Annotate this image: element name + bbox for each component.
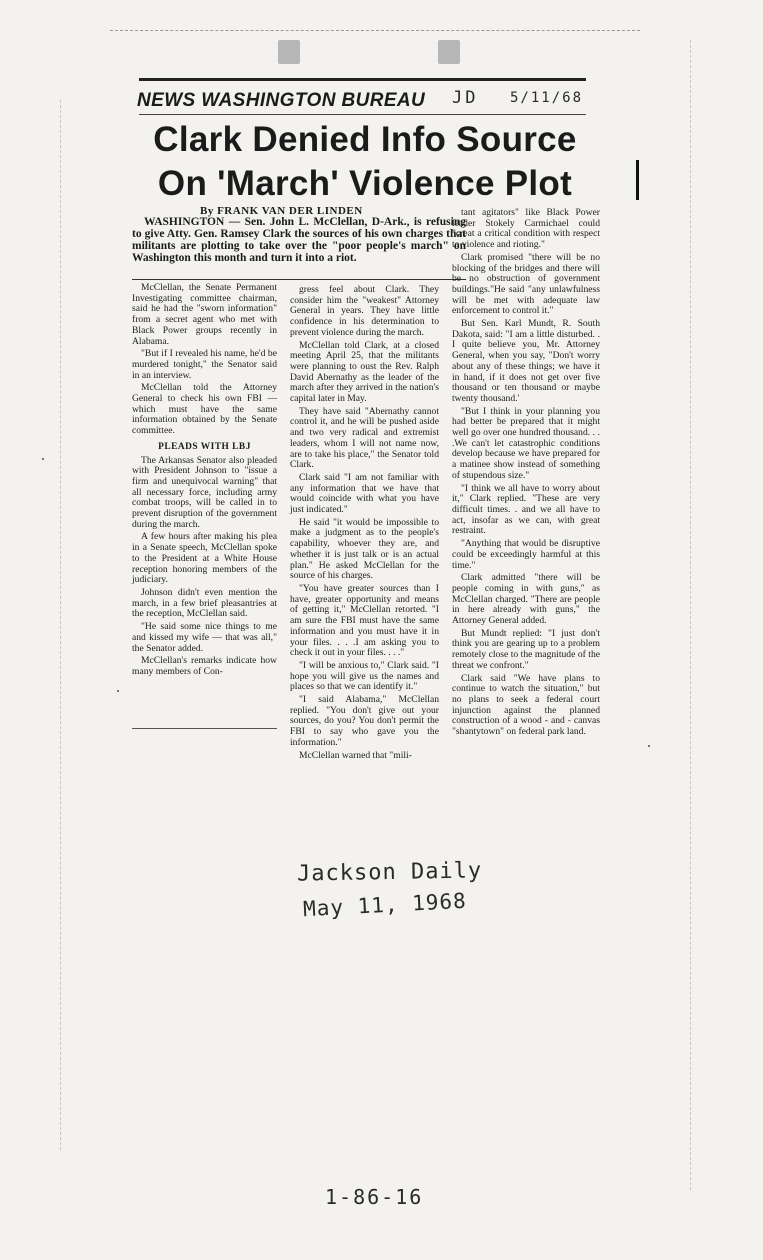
lede-divider — [132, 279, 466, 280]
paragraph: McClellan's remarks indicate how many members of Con- — [132, 655, 277, 677]
lede-paragraph — [132, 217, 466, 265]
column-end-rule — [132, 728, 277, 729]
paragraph: "I will be anxious to," Clark said. "I hope you will give us the names and places so that we can identify it." — [290, 659, 439, 693]
paragraph: Johnson didn't even mention the march, in a few brief pleasantries at the reception, McClellan said. — [132, 586, 277, 620]
scan-speck — [42, 458, 44, 460]
paragraph: Clark promised "there will be no blocking of the bridges and there will be no obstruction of government buildings."He said "any unlawfulness will be met with adequate law enforcement to control it." — [452, 251, 600, 317]
punch-hole-mark — [438, 40, 460, 64]
handwritten-file-number: 1-86-16 — [325, 1185, 424, 1209]
article-column-2 — [290, 285, 439, 763]
paragraph: "But I think in your planning you had better be prepared that it might well go over one hundred thousand. . . .We can't let catastrophic conditions develop because we have prepared for a matinee show instead of something of stupendous size." — [452, 405, 600, 481]
scan-speck — [648, 745, 650, 747]
paragraph: "I said Alabama," McClellan replied. "You don't give out your sources, do you? You don't permit the FBI to say who gave you the information." — [290, 694, 439, 748]
paragraph: Clark said "We have plans to continue to watch the situation," but no plans to seek a federal court injunction against the planned construction of a wood - and - canvas "shantytown" on federal park land. — [452, 672, 600, 738]
paragraph: "You have greater sources than I have, greater opportunity and means of getting it," McClellan retorted. "I am sure the FBI must have the same information and you must have it in your files. . . .I am asking you to check it out in your files. . . ." — [290, 582, 439, 659]
scan-noise-line — [60, 100, 61, 1150]
paragraph: A few hours after making his plea in a Senate speech, McClellan spoke to the President at a White House reception honoring members of the judiciary. — [132, 531, 277, 586]
paragraph: The Arkansas Senator also pleaded with President Johnson to "issue a firm and unequivocal warning" that all necessary force, including army combat troops, will be called in to prevent disruption of the government during the march. — [132, 454, 277, 530]
paragraph: tant agitators" like Black Power leader Stokely Carmichael could "creat a critical condition with respect to violence and rioting." — [452, 207, 600, 251]
handwritten-source-date: May 11, 1968 — [302, 888, 468, 922]
headline-line-1: Clark Denied Info Source — [153, 120, 577, 159]
article-column-3 — [452, 208, 600, 740]
paragraph: "I think we all have to worry about it," Clark replied. "These are very difficult times. . and we all have to act, insofar as we can, with great restraint. — [452, 482, 600, 537]
punch-hole-mark — [278, 40, 300, 64]
paragraph: They have said "Abernathy cannot control it, and he will be pushed aside and two very radical and extremist leaders, whom I will not name now, are to take his place," the Senator told Clark. — [290, 405, 439, 471]
article-column-1 — [132, 283, 277, 680]
paragraph: Clark admitted "there will be people coming in with guns," as McClellan charged. "There are people in here already with guns," the Attorney General added. — [452, 572, 600, 627]
top-border-line — [110, 30, 640, 31]
paragraph: "He said some nice things to me and kissed my wife — that was all," the Senator added. — [132, 621, 277, 654]
handwritten-initials: JD — [452, 88, 479, 108]
lede-text: WASHINGTON — Sen. John L. McClellan, D-Ark., is refusing to give Atty. Gen. Ramsey Clark the sources of his own charges that militants are plotting to take over the "poor people's march" on Washington this month and turn it into a riot. — [132, 216, 466, 264]
paragraph: He said "it would be impossible to make a judgment as to the people's capability, whoever they are, and whether it is just talk or is an actual plan." He asked McClellan for the source of his charges. — [290, 516, 439, 582]
masthead-underline — [139, 114, 586, 115]
paragraph: "But if I revealed his name, he'd be murdered tonight," the Senator said in an interview. — [132, 348, 277, 381]
subheading: PLEADS WITH LBJ — [158, 441, 251, 452]
headline-line-2: On 'March' Violence Plot — [157, 164, 573, 203]
paragraph: McClellan warned that "mili- — [299, 749, 412, 761]
paragraph: McClellan, the Senate Permanent Investigating committee chairman, said he had the "sworn information" from a secret agent who met with Black Power groups recently in Alabama. — [132, 282, 277, 347]
handwritten-source-name: Jackson Daily — [296, 858, 483, 887]
margin-mark — [636, 160, 639, 200]
paragraph: "Anything that would be disruptive could be exceedingly harmful at this time." — [452, 538, 600, 571]
byline: By FRANK VAN DER LINDEN — [200, 205, 363, 217]
paragraph: But Mundt replied: "I just don't think you are gearing up to a problem remotely close to the magnitude of the threat we confront." — [452, 627, 600, 671]
paragraph: McClellan told Clark, at a closed meeting April 25, that the militants were planning to oust the Rev. Ralph David Abernathy as the leader of the march after they arrived in the nation's capital later in May. — [290, 339, 439, 405]
bureau-label: NEWS WASHINGTON BUREAU — [137, 90, 426, 111]
paragraph: gress feel about Clark. They consider him the "weakest" Attorney General in years. They have little confidence in his determination to prevent violence during the march. — [290, 284, 439, 338]
scan-speck — [117, 690, 119, 692]
headline — [130, 118, 600, 206]
paragraph: Clark said "I am not familiar with any information that we have that would coincide with what you have just indicated." — [290, 471, 439, 516]
scan-noise-line — [690, 40, 691, 1190]
paragraph: McClellan told the Attorney General to check his own FBI — which must have the same information obtained by the Senate committee. — [132, 382, 277, 437]
paragraph: But Sen. Karl Mundt, R. South Dakota, said: "I am a little disturbed. . I quite believe you, Mr. Attorney General, when you say, "Don't worry about any of these things; we have it in hand, if it does not get over five thousand or ten thousand or maybe twenty thousand.' — [452, 318, 600, 404]
handwritten-date: 5/11/68 — [510, 90, 584, 106]
masthead-rule — [139, 78, 586, 81]
